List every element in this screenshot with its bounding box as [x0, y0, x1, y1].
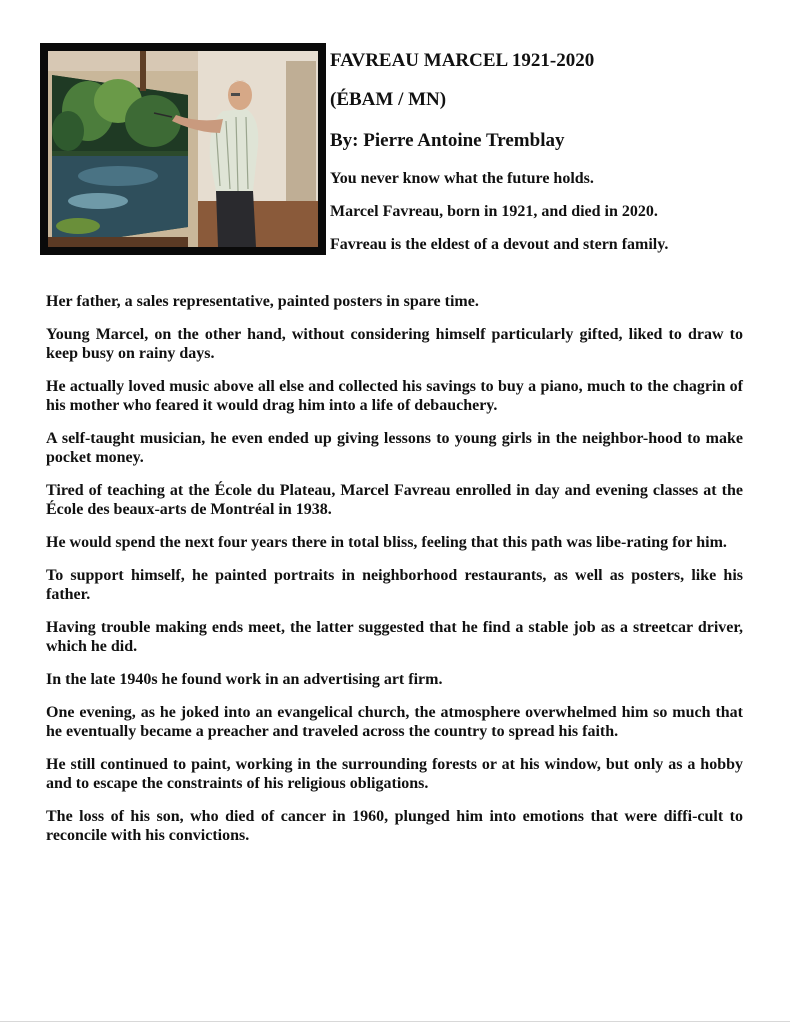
body-paragraph: He would spend the next four years there in total bliss, feeling that this path was libe-rating for him. — [46, 534, 727, 551]
artist-painting-photo — [48, 51, 318, 247]
body-paragraph: Tired of teaching at the École du Plateau, Marcel Favreau enrolled in day and evening classes at the École des beaux-arts de Montréal in 1938. — [46, 482, 743, 518]
body-paragraph: He still continued to paint, working in the surrounding forests or at his window, but only as a hobby and to escape the constraints of his religious obligations. — [46, 756, 743, 792]
body-paragraph: To support himself, he painted portraits in neighborhood restaurants, as well as posters, like his father. — [46, 567, 743, 603]
article-subtitle: (ÉBAM / MN) — [330, 89, 447, 110]
body-paragraph: Her father, a sales representative, painted posters in spare time. — [46, 293, 479, 310]
body-paragraph: Having trouble making ends meet, the latter suggested that he find a stable job as a streetcar driver, which he did. — [46, 619, 743, 655]
article-title: FAVREAU MARCEL 1921-2020 — [330, 50, 595, 71]
body-paragraph: He actually loved music above all else and collected his savings to buy a piano, much to the chagrin of his mother who feared it would drag him into a life of debauchery. — [46, 378, 743, 414]
artist-photo-frame — [40, 43, 326, 255]
article-body — [46, 292, 743, 859]
body-paragraph: A self-taught musician, he even ended up giving lessons to young girls in the neighbor-hood to make pocket money. — [46, 430, 743, 466]
intro-line: You never know what the future holds. — [330, 170, 594, 187]
article-header — [330, 50, 770, 268]
body-paragraph: In the late 1940s he found work in an advertising art firm. — [46, 671, 443, 688]
article-byline: By: Pierre Antoine Tremblay — [330, 130, 565, 151]
body-paragraph: The loss of his son, who died of cancer in 1960, plunged him into emotions that were diffi-cult to reconcile with his convictions. — [46, 808, 743, 844]
intro-line: Marcel Favreau, born in 1921, and died in 2020. — [330, 203, 658, 220]
intro-line: Favreau is the eldest of a devout and stern family. — [330, 236, 669, 253]
page-bottom-edge — [0, 1021, 790, 1022]
body-paragraph: Young Marcel, on the other hand, without considering himself particularly gifted, liked to draw to keep busy on rainy days. — [46, 326, 743, 362]
body-paragraph: One evening, as he joked into an evangelical church, the atmosphere overwhelmed him so much that he eventually became a preacher and traveled across the country to spread his faith. — [46, 704, 743, 740]
